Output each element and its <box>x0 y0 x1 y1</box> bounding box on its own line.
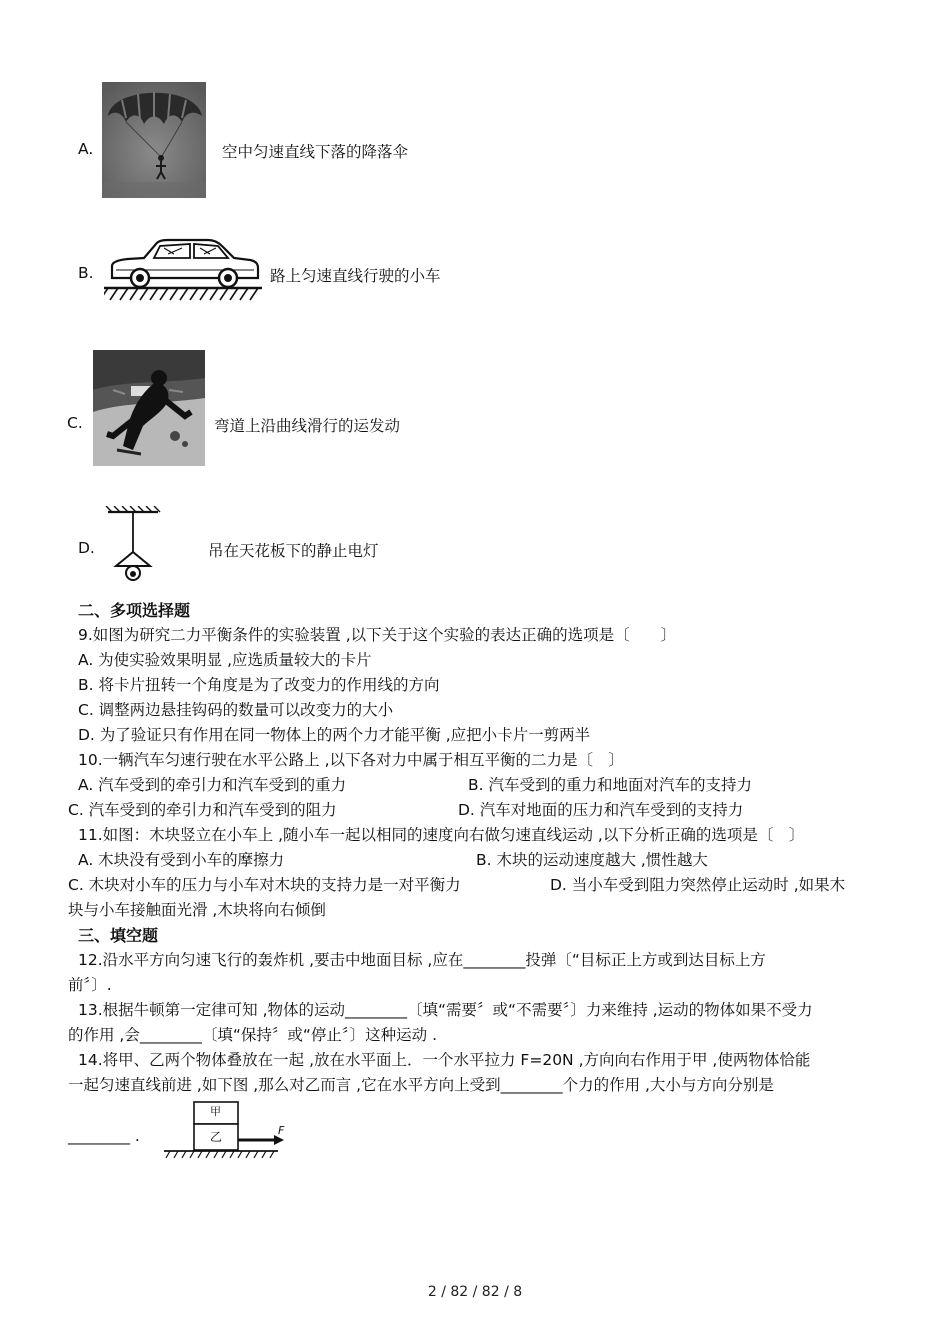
q14-line1: 14.将甲、乙两个物体叠放在一起 ,放在水平面上．一个水平拉力 F=20N ,方向向右作用于甲 ,使两物体恰能 <box>78 1051 811 1069</box>
section3-title: 三、填空题 <box>78 926 159 945</box>
q12-line2: 前〞〕. <box>68 976 112 994</box>
page-number: 2 / 82 / 82 / 8 <box>427 1284 523 1300</box>
block-jia-label: 甲 <box>210 1105 221 1118</box>
q10-stem: 10.一辆汽车匀速行驶在水平公路上 ,以下各对力中属于相互平衡的二力是〔 〕 <box>78 751 625 769</box>
skater-photo <box>93 350 205 466</box>
option-d-letter: D. <box>78 539 95 557</box>
q11-option-c: C. 木块对小车的压力与小车对木块的支持力是一对平衡力 <box>68 876 461 894</box>
q9-stem: 9.如图为研究二力平衡条件的实验装置 ,以下关于这个实验的表达正确的选项是〔 〕 <box>78 626 677 644</box>
q9-option-a: A. 为使实验效果明显 ,应选质量较大的卡片 <box>78 651 372 669</box>
option-b-letter: B. <box>78 264 94 282</box>
q10-option-c: C. 汽车受到的牵引力和汽车受到的阻力 <box>68 801 337 819</box>
parachute-photo <box>102 82 206 198</box>
q10-option-d: D. 汽车对地面的压力和汽车受到的支持力 <box>458 801 744 819</box>
q11-option-b: B. 木块的运动速度越大 ,惯性越大 <box>476 851 708 869</box>
option-d-text: 吊在天花板下的静止电灯 <box>208 542 379 560</box>
car-drawing <box>104 236 264 306</box>
q14-line3: ________ . <box>68 1127 140 1145</box>
option-c-letter: C. <box>67 414 83 432</box>
section2-title: 二、多项选择题 <box>78 601 191 620</box>
option-b-text: 路上匀速直线行驶的小车 <box>270 267 441 285</box>
q9-option-c: C. 调整两边悬挂钩码的数量可以改变力的大小 <box>78 701 394 719</box>
q10-option-a: A. 汽车受到的牵引力和汽车受到的重力 <box>78 776 347 794</box>
q12-line1: 12.沿水平方向匀速飞行的轰炸机 ,要击中地面目标 ,应在________投弹〔“目标正上方或到达目标上方 <box>78 951 766 969</box>
block-yi-label: 乙 <box>210 1130 223 1144</box>
q13-line2: 的作用 ,会________〔填“保持〞或“停止〞〕这种运动 . <box>68 1026 438 1044</box>
force-label: F <box>278 1124 285 1137</box>
q11-option-d-line1: D. 当小车受到阻力突然停止运动时 ,如果木 <box>550 876 846 894</box>
hanging-lamp-drawing <box>104 506 162 586</box>
q14-line2: 一起匀速直线前进 ,如下图 ,那么对乙而言 ,它在水平方向上受到________个力的作用 ,大小与方向分别是 <box>68 1076 774 1094</box>
q9-option-d: D. 为了验证只有作用在同一物体上的两个力才能平衡 ,应把小卡片一剪两半 <box>78 726 591 744</box>
q9-option-b: B. 将卡片扭转一个角度是为了改变力的作用线的方向 <box>78 676 440 694</box>
stacked-blocks-diagram <box>164 1100 294 1164</box>
q11-option-a: A. 木块没有受到小车的摩擦力 <box>78 851 285 869</box>
option-c-text: 弯道上沿曲线滑行的运发动 <box>214 417 401 435</box>
option-a-text: 空中匀速直线下落的降落伞 <box>222 143 409 161</box>
option-a-letter: A. <box>78 140 94 158</box>
q11-stem: 11.如图：木块竖立在小车上 ,随小车一起以相同的速度向右做匀速直线运动 ,以下分析正确的选项是〔 〕 <box>78 826 805 844</box>
q13-line1: 13.根据牛顿第一定律可知 ,物体的运动________〔填“需要〞或“不需要〞〕力来维持 ,运动的物体如果不受力 <box>78 1001 813 1019</box>
q11-option-d-line2: 块与小车接触面光滑 ,木块将向右倾倒 <box>68 901 326 919</box>
q10-option-b: B. 汽车受到的重力和地面对汽车的支持力 <box>468 776 752 794</box>
